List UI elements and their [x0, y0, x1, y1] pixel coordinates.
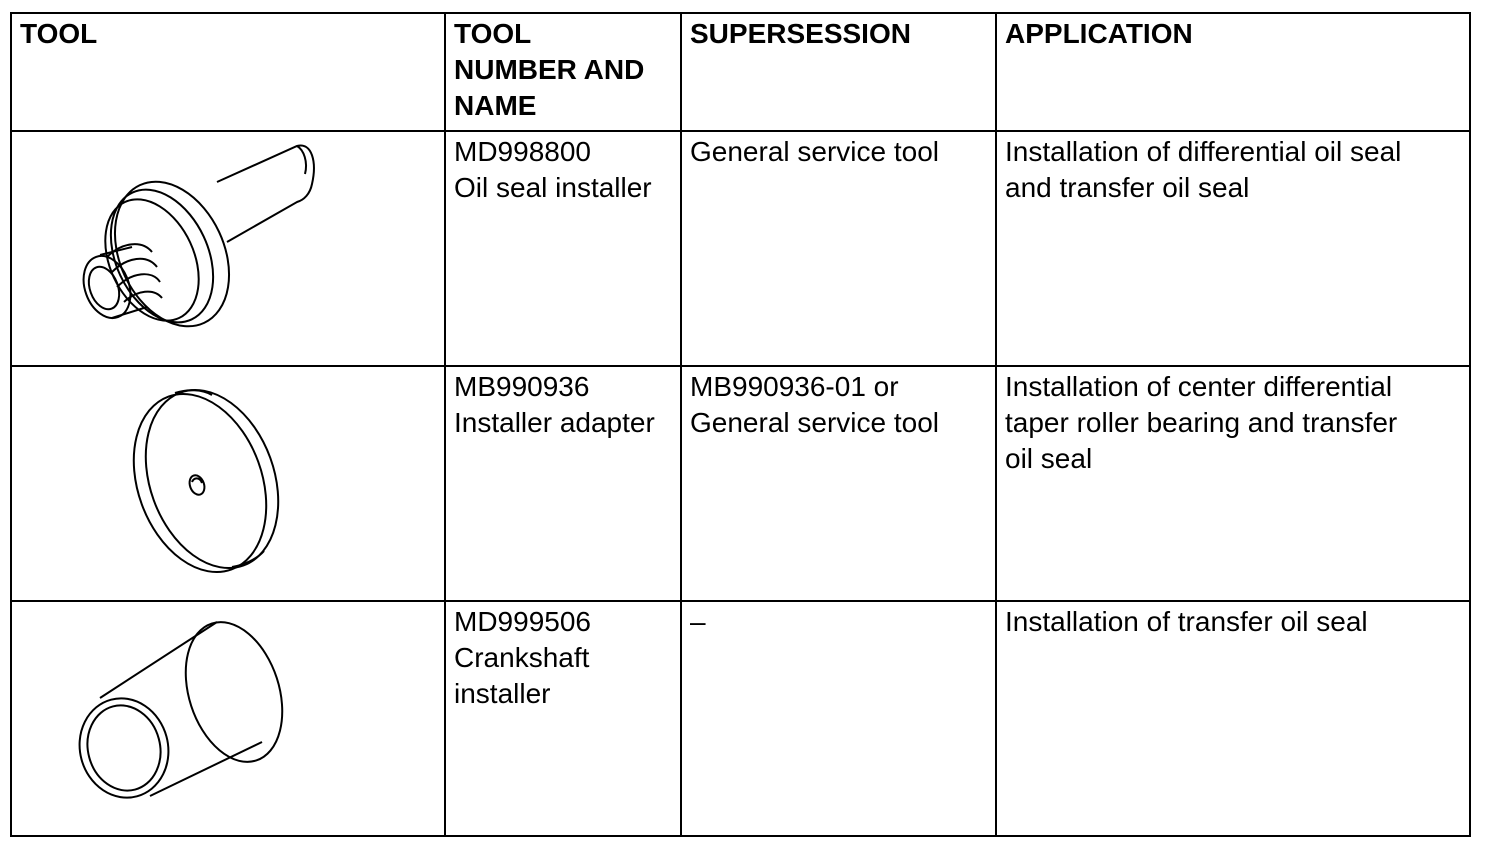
tool-number-and-name-cell [445, 131, 681, 366]
tool-name: Installer adapter [454, 407, 655, 438]
application-cell: Installation of differential oil seal and transfer oil seal [996, 131, 1470, 366]
table-row [11, 131, 1470, 366]
tool-image-cell [11, 131, 445, 366]
supersession-cell: – [681, 601, 996, 836]
tool-number: MB990936 [454, 371, 590, 402]
application-cell: Installation of transfer oil seal [996, 601, 1470, 836]
tool-name: Crankshaft [454, 642, 590, 673]
crankshaft-installer-illustration [12, 602, 444, 835]
table-row [11, 601, 1470, 836]
tool-number-and-name-cell [445, 366, 681, 601]
tool-name: Oil seal installer [454, 172, 652, 203]
special-tools-table [10, 12, 1471, 837]
installer-adapter-illustration [12, 367, 444, 600]
tool-image-cell [11, 601, 445, 836]
oil-seal-installer-illustration [12, 132, 444, 365]
tool-number-and-name-cell [445, 601, 681, 836]
header-tool: TOOL [11, 13, 445, 131]
tool-number: MD998800 [454, 136, 591, 167]
tool-image-cell [11, 366, 445, 601]
header-tool-number-and-name: TOOL NUMBER AND NAME [445, 13, 681, 131]
supersession-cell: General service tool [681, 131, 996, 366]
header-application: APPLICATION [996, 13, 1470, 131]
tool-name: installer [454, 678, 551, 709]
supersession-cell: MB990936-01 or General service tool [681, 366, 996, 601]
tool-number: MD999506 [454, 606, 591, 637]
table-row [11, 366, 1470, 601]
header-supersession: SUPERSESSION [681, 13, 996, 131]
header-row [11, 13, 1470, 131]
application-cell: Installation of center differential taper roller bearing and transfer oil seal [996, 366, 1470, 601]
